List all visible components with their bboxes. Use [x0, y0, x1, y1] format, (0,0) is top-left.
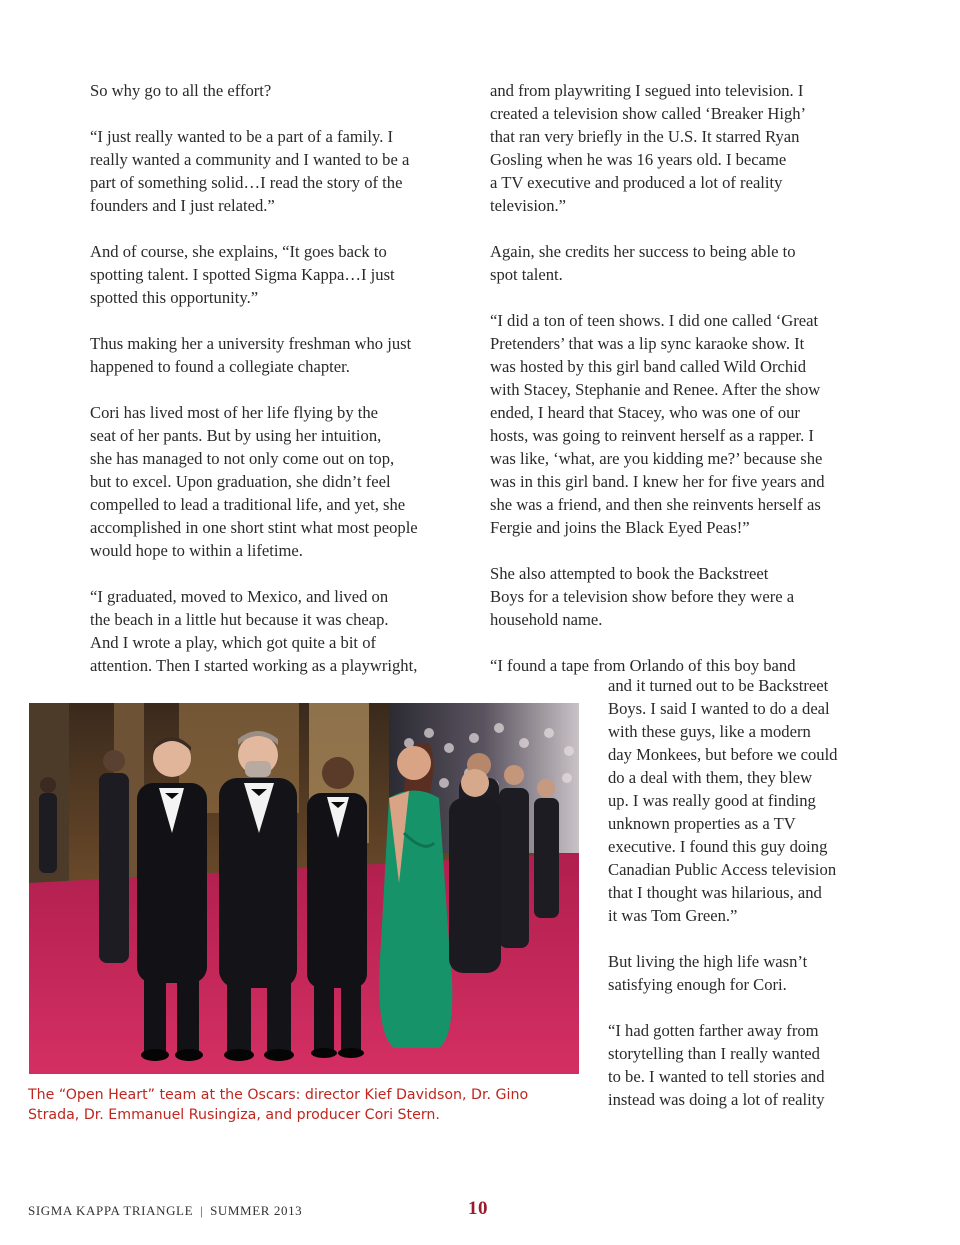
- paragraph: Thus making her a university freshman who just happened to found a collegiate chapter.: [90, 334, 412, 376]
- paragraph: Cori has lived most of her life flying by the seat of her pants. But by using her intuition, she has managed to not only come out on top, but to excel. Upon graduation, she didn’t feel compelled to lead a traditional life, and yet, she accomplished in one short stint what most people would hope to within a lifetime.: [90, 403, 418, 560]
- paragraph: “I found a tape from Orlando of this boy band: [490, 656, 796, 675]
- page-number: 10: [468, 1198, 488, 1219]
- paragraph: and it turned out to be Backstreet Boys. I said I wanted to do a deal with these guys, like a modern day Monkees, but before we could do a deal with them, they blew up. I was really good at finding unknown properties as a TV executive. I found this guy doing Canadian Public Access television that I thought was hilarious, and it was Tom Green.”: [608, 676, 838, 925]
- paragraph: “I just really wanted to be a part of a family. I really wanted a community and I wanted to be a part of something solid…I read the story of the founders and I just related.”: [90, 127, 410, 215]
- paragraph: and from playwriting I segued into television. I created a television show called ‘Breaker High’ that ran very briefly in the U.S. It starred Ryan Gosling when he was 16 years old. I became a TV executive and produced a lot of reality television.”: [490, 81, 807, 215]
- paragraph: “I did a ton of teen shows. I did one called ‘Great Pretenders’ that was a lip sync karaoke show. It was hosted by this girl band called Wild Orchid with Stacey, Stephanie and Renee. After the show ended, I heard that Stacey, who was one of our hosts, was going to reinvent herself as a rapper. I was like, ‘what, are you kidding me?’ because she was in this girl band. I knew her for five years and she was a friend, and then she reinvents herself as Fergie and joins the Black Eyed Peas!”: [490, 311, 825, 537]
- publication-name: SIGMA KAPPA TRIANGLE: [28, 1203, 194, 1218]
- article-left-column: [90, 79, 475, 677]
- paragraph: Again, she credits her success to being able to spot talent.: [490, 242, 796, 284]
- paragraph: “I had gotten farther away from storytelling than I really wanted to be. I wanted to tell stories and instead was doing a lot of reality: [608, 1021, 825, 1109]
- page-footer: [28, 1203, 302, 1223]
- paragraph: But living the high life wasn’t satisfying enough for Cori.: [608, 952, 808, 994]
- oscars-team-photo: [29, 703, 579, 1074]
- issue-date: SUMMER 2013: [210, 1203, 303, 1218]
- article-right-column-continued: [608, 674, 880, 1111]
- paragraph: So why go to all the effort?: [90, 81, 272, 100]
- paragraph: She also attempted to book the Backstreet Boys for a television show before they were a household name.: [490, 564, 795, 629]
- paragraph: And of course, she explains, “It goes back to spotting talent. I spotted Sigma Kappa…I just spotted this opportunity.”: [90, 242, 395, 307]
- article-right-column: [490, 79, 880, 677]
- photo-caption: The “Open Heart” team at the Oscars: director Kief Davidson, Dr. Gino Strada, Dr. Emmanuel Rusingiza, and producer Cori Stern.: [28, 1087, 529, 1123]
- paragraph: “I graduated, moved to Mexico, and lived on the beach in a little hut because it was cheap. And I wrote a play, which got quite a bit of attention. Then I started working as a playwright,: [90, 587, 418, 675]
- footer-separator: |: [200, 1203, 204, 1218]
